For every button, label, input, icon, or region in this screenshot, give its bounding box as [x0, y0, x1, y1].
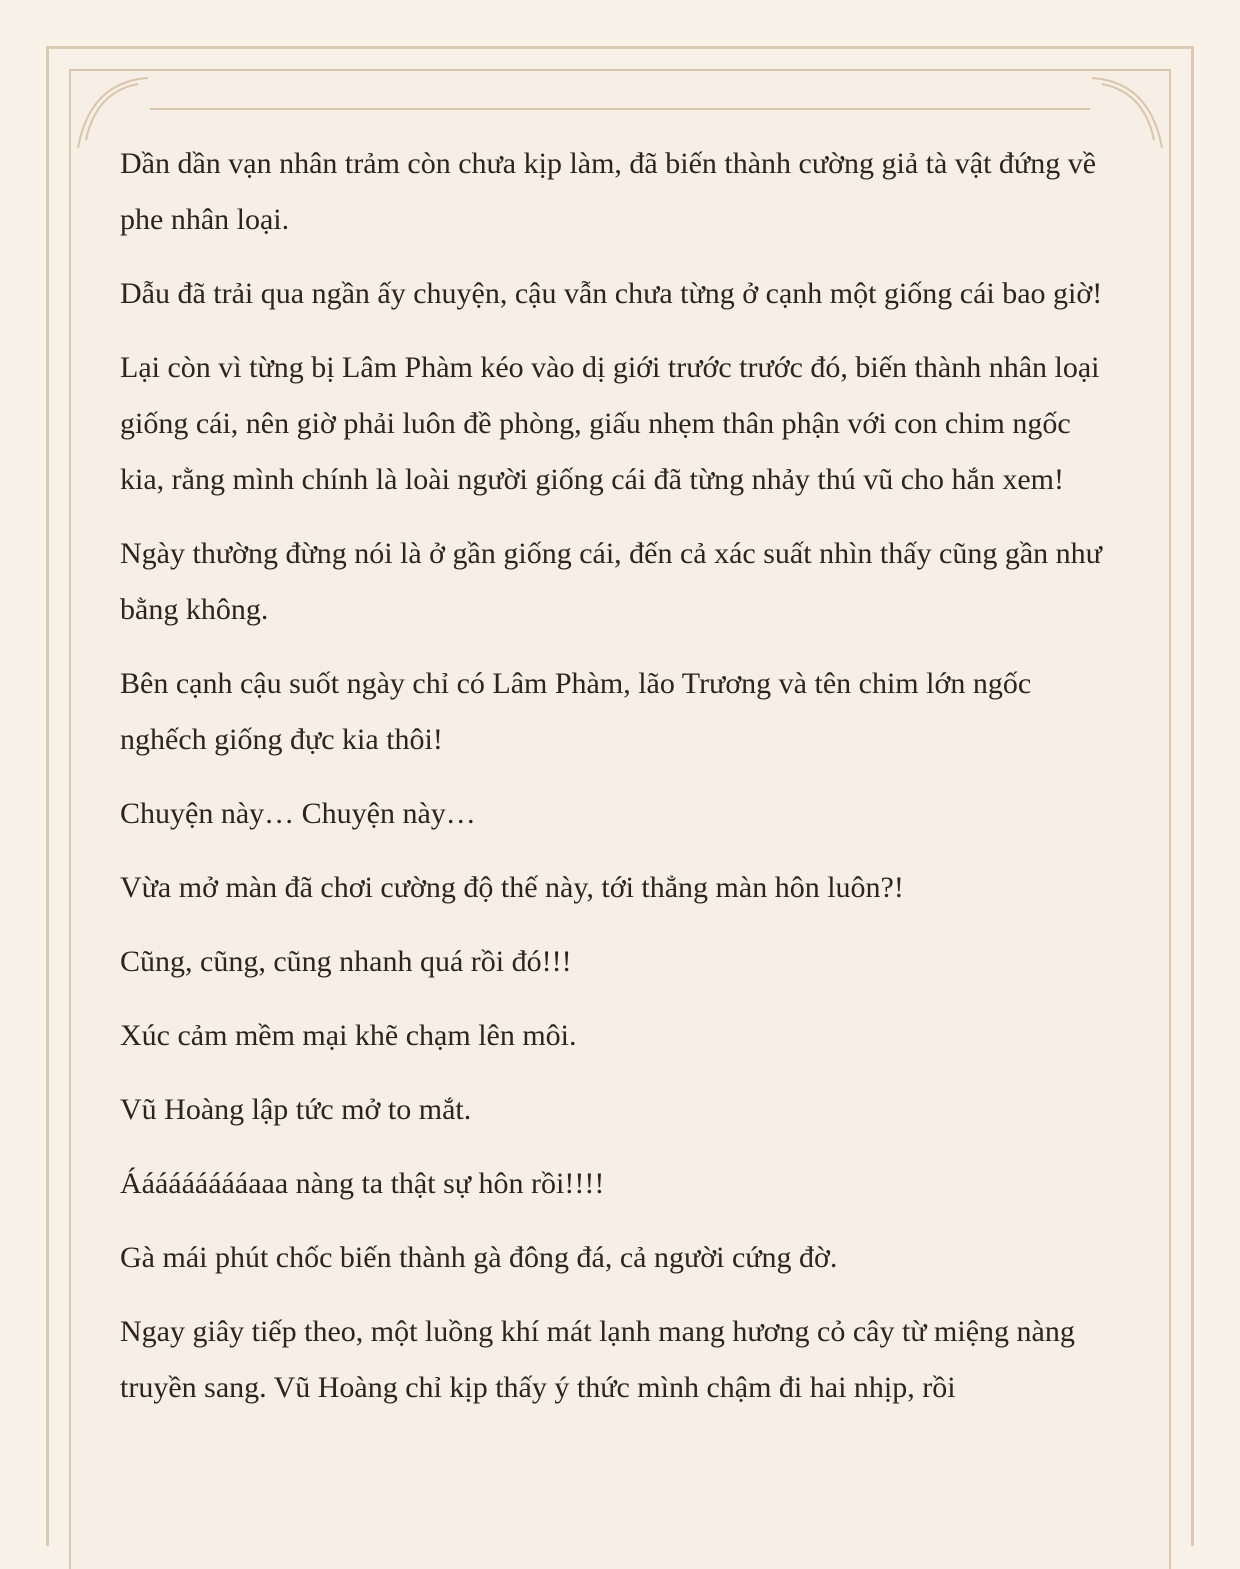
paragraph: Ngày thường đừng nói là ở gần giống cái, đến cả xác suất nhìn thấy cũng gần như bằng không.: [120, 537, 1102, 626]
paragraph: Bên cạnh cậu suốt ngày chỉ có Lâm Phàm, lão Trương và tên chim lớn ngốc nghếch giống đực kia thôi!: [120, 667, 1032, 756]
paragraph: Gà mái phút chốc biến thành gà đông đá, cả người cứng đờ.: [120, 1241, 838, 1274]
paragraph: Lại còn vì từng bị Lâm Phàm kéo vào dị giới trước trước đó, biến thành nhân loại giống cái, nên giờ phải luôn đề phòng, giấu nhẹm thân phận với con chim ngốc kia, rằng mình chính là loài người giống cái đã từng nhảy thú vũ cho hắn xem!: [120, 351, 1100, 496]
paragraph: Dẫu đã trải qua ngần ấy chuyện, cậu vẫn chưa từng ở cạnh một giống cái bao giờ!: [120, 277, 1103, 310]
paragraph: Vũ Hoàng lập tức mở to mắt.: [120, 1093, 472, 1126]
paragraph: Cũng, cũng, cũng nhanh quá rồi đó!!!: [120, 945, 572, 978]
paragraph: Vừa mở màn đã chơi cường độ thế này, tới thẳng màn hôn luôn?!: [120, 871, 904, 904]
paragraph: Xúc cảm mềm mại khẽ chạm lên môi.: [120, 1019, 577, 1052]
paragraph: Áááááááááaaa nàng ta thật sự hôn rồi!!!!: [120, 1167, 605, 1200]
paragraph: Chuyện này… Chuyện này…: [120, 797, 476, 830]
paragraph: Dần dần vạn nhân trảm còn chưa kịp làm, đã biến thành cường giả tà vật đứng về phe nhân loại.: [120, 147, 1097, 236]
paragraph: Ngay giây tiếp theo, một luồng khí mát lạnh mang hương cỏ cây từ miệng nàng truyền sang. Vũ Hoàng chỉ kịp thấy ý thức mình chậm đi hai nhịp, rồi: [120, 1315, 1075, 1404]
chapter-text: [120, 136, 1110, 1434]
